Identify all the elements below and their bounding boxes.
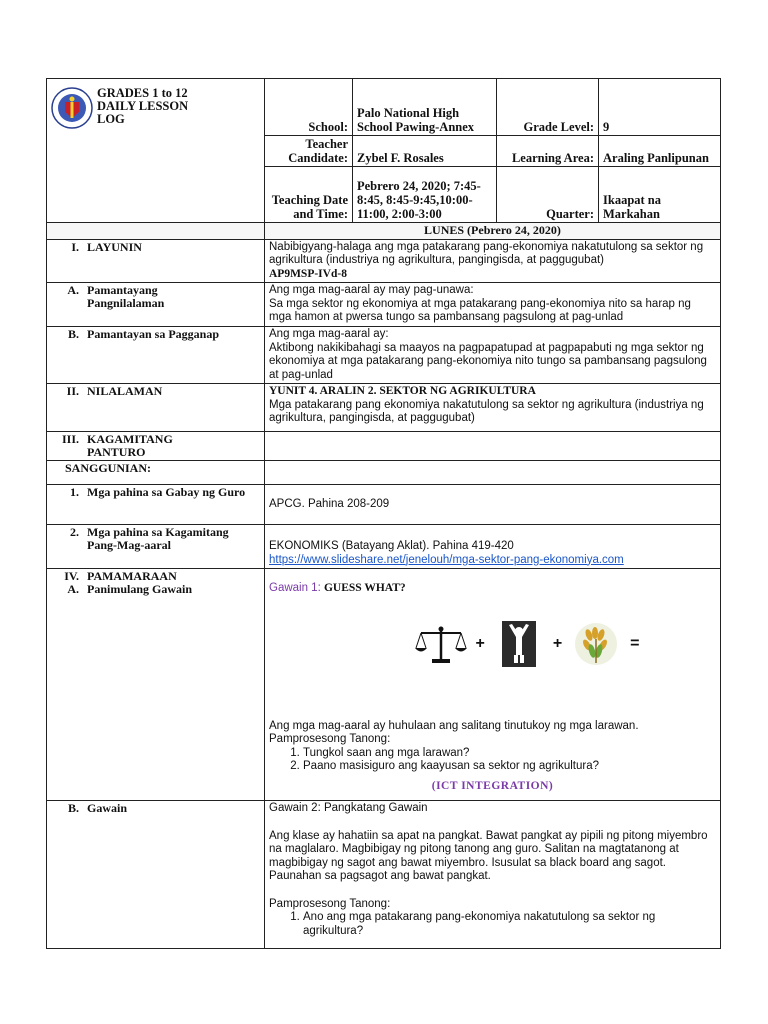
slideshare-link[interactable]: https://www.slideshare.net/jenelouh/mga-sektor-pang-ekonomiya.com <box>269 553 624 566</box>
daily-lesson-log <box>46 78 720 949</box>
nilalaman-text: Mga patakarang pang ekonomiya nakatutulong sa sektor ng agrikultura (industriya ng agrikultura, pangingisda, at paggugubat) <box>269 398 704 424</box>
nilalaman-num: II. <box>66 384 79 398</box>
panimulang-content <box>265 569 721 801</box>
nilalaman-content <box>265 384 721 432</box>
pamamaraan-label-cell <box>47 569 265 801</box>
gawain-2-title: Gawain 2: Pangkatang Gawain <box>269 802 428 814</box>
kagamitang-content <box>265 432 721 461</box>
kagamitang-mag-aaral-num: 2. <box>70 525 79 539</box>
nilalaman-label-cell <box>47 384 265 432</box>
layunin-label: LAYUNIN <box>87 239 142 254</box>
gawain-label-cell <box>47 801 265 949</box>
sanggunian-content <box>265 461 721 485</box>
dll-title-line-1: GRADES 1 to 12 <box>97 86 188 100</box>
gawain-2-question-1: 1. Ano ang mga patakarang pang-ekonomiya nakatutulong sa sektor ng agrikultura? <box>303 911 716 938</box>
gabay-text: APCG. Pahina 208-209 <box>269 497 390 510</box>
pamantayang-line-1: Ang mga mag-aaral ay may pag-unawa: <box>269 284 474 296</box>
dll-title-line-2: DAILY LESSON <box>97 99 189 113</box>
gawain-2-questions <box>269 911 716 938</box>
day-spacer <box>47 223 265 240</box>
grade-level-label: Grade Level: <box>497 79 599 136</box>
guess-what-pictures <box>339 618 716 670</box>
plus-sign-1: + <box>475 634 485 652</box>
kagamitang-mag-aaral-label-cell <box>47 525 265 569</box>
equals-sign: = <box>630 634 640 652</box>
pagganap-line-2: Aktibong nakikibahagi sa maayos na pagpapatupad at pagpapabuti ng mga sektor ng ekonomiya at mga patakarang pang-ekonomiya nito tungo sa pambansang pagsulong at pag-unlad <box>269 341 707 381</box>
kagamitang-num: III. <box>61 432 79 446</box>
gabay-label: Mga pahina sa Gabay ng Guro <box>87 485 246 499</box>
day-heading: LUNES (Pebrero 24, 2020) <box>265 223 721 240</box>
gawain-2-description: Ang klase ay hahatiin sa apat na pangkat. Bawat pangkat ay pipili ng pitong miyembro na maglalaro. Magbibigay ng pitong tanong ang guro. Salitan na magtatanong at magbibigay ng sagot ang bawat miyembro. Isusulat sa black board ang sagot. Paunahan sa pagsagot ang bawat pangkat. <box>269 829 708 882</box>
kagamitang-label-cell <box>47 432 265 461</box>
teacher-label: Teacher Candidate: <box>265 136 353 167</box>
scales-icon <box>415 618 467 670</box>
gawain-content <box>265 801 721 949</box>
grade-level-value: 9 <box>599 79 721 136</box>
gabay-content <box>265 485 721 525</box>
teaching-date-label: Teaching Date and Time: <box>265 167 353 223</box>
school-label: School: <box>265 79 353 136</box>
gawain-1-prefix: Gawain 1: <box>269 582 321 594</box>
pagganap-label: Pamantayan sa Pagganap <box>87 327 220 341</box>
pagganap-content <box>265 327 721 384</box>
layunin-content <box>265 239 721 283</box>
ict-integration-note: (ICT INTEGRATION) <box>431 779 554 792</box>
quarter-label: Quarter: <box>497 167 599 223</box>
gawain-1-questions <box>269 747 716 774</box>
gawain-1-question-1: 1. Tungkol saan ang mga larawan? <box>303 747 716 761</box>
plus-sign-2: + <box>552 634 563 652</box>
nilalaman-label: NILALAMAN <box>87 384 163 398</box>
pagganap-label-cell <box>47 327 265 384</box>
layunin-code: AP9MSP-IVd-8 <box>269 267 347 280</box>
panimulang-num: A. <box>67 582 79 596</box>
lesson-log-table <box>46 78 721 949</box>
gawain-2-tanong-label: Pamprosesong Tanong: <box>269 897 391 910</box>
kagamitang-mag-aaral-content <box>265 525 721 569</box>
sanggunian-label: SANGGUNIAN: <box>65 461 152 475</box>
layunin-num: I. <box>71 239 79 254</box>
gawain-1-tanong-label: Pamprosesong Tanong: <box>269 733 391 745</box>
pamantayang-label-cell <box>47 283 265 327</box>
teaching-date-value: Pebrero 24, 2020; 7:45-8:45, 8:45-9:45,10:00-11:00, 2:00-3:00 <box>353 167 497 223</box>
sanggunian-label-cell <box>47 461 265 485</box>
pamantayang-line-2: Sa mga sektor ng ekonomiya at mga patakarang pang-ekonomiya nito sa harap ng mga hamon at pwersa tungo sa pambansang pagsulong at pag-unlad <box>269 297 691 323</box>
gawain-1-question-2: 2. Paano masisiguro ang kaayusan sa sektor ng agrikultura? <box>303 760 716 774</box>
pamantayang-num: A. <box>67 283 79 297</box>
gawain-1-title: GUESS WHAT? <box>323 582 406 594</box>
panimulang-label: Panimulang Gawain <box>87 582 193 596</box>
pagganap-num: B. <box>67 327 79 341</box>
pamamaraan-label: PAMAMARAAN <box>87 569 177 583</box>
teacher-value: Zybel F. Rosales <box>353 136 497 167</box>
wheat-icon <box>570 618 622 670</box>
ekonomiks-reference: EKONOMIKS (Batayang Aklat). Pahina 419-420 <box>269 540 514 552</box>
layunin-text: Nabibigyang-halaga ang mga patakarang pang-ekonomiya nakatutulong sa sektor ng agrikultura (industriya ng agrikultura, pangingisda, at paggugubat) <box>269 240 704 266</box>
kagamitang-mag-aaral-label: Mga pahina sa Kagamitang Pang-Mag-aaral <box>87 525 229 552</box>
pamamaraan-num: IV. <box>64 569 79 583</box>
gabay-label-cell <box>47 485 265 525</box>
gabay-num: 1. <box>70 485 79 499</box>
pamantayang-label: Pamantayang Pangnilalaman <box>87 283 165 310</box>
learning-area-label: Learning Area: <box>497 136 599 167</box>
person-icon <box>493 618 545 670</box>
gawain-num: B. <box>67 801 79 815</box>
kagamitang-label: KAGAMITANG PANTURO <box>87 432 173 459</box>
dll-title-line-3: LOG <box>97 112 125 126</box>
nilalaman-title: YUNIT 4. ARALIN 2. SEKTOR NG AGRIKULTURA <box>269 385 536 397</box>
pamantayang-content <box>265 283 721 327</box>
gawain-1-description: Ang mga mag-aaral ay huhulaan ang salitang tinutukoy ng mga larawan. <box>269 719 639 732</box>
gawain-label: Gawain <box>87 801 128 815</box>
deped-seal-icon <box>51 87 93 129</box>
layunin-label-cell <box>47 239 265 283</box>
school-value: Palo National High School Pawing-Annex <box>353 79 497 136</box>
pagganap-line-1: Ang mga mag-aaral ay: <box>269 328 389 340</box>
dll-title-cell <box>47 79 265 223</box>
learning-area-value: Araling Panlipunan <box>599 136 721 167</box>
quarter-value: Ikaapat na Markahan <box>599 167 721 223</box>
